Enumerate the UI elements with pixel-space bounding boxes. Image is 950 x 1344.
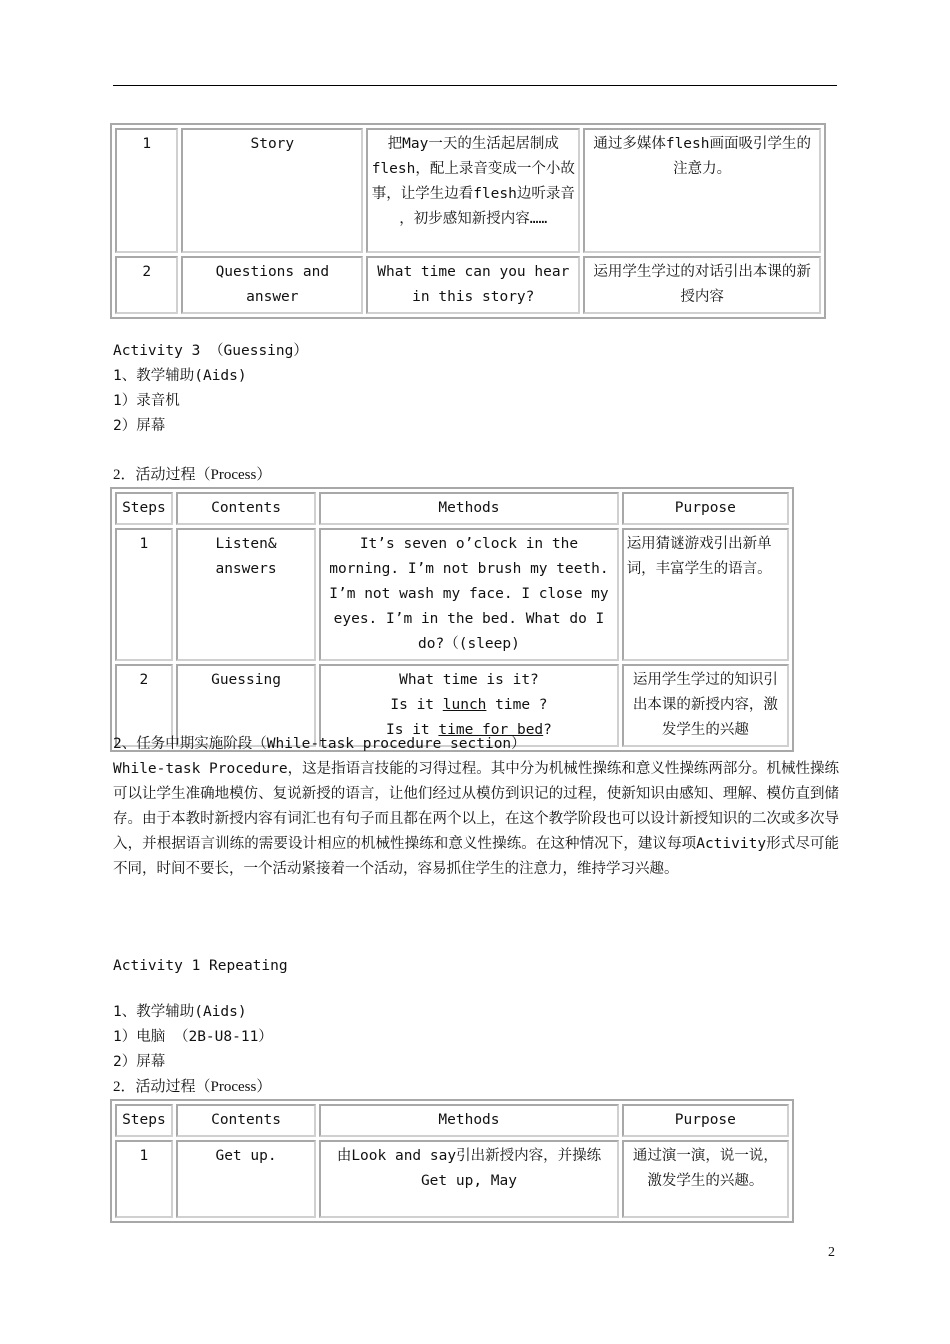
content-cell: Listen& answers xyxy=(176,528,316,661)
table-header-row xyxy=(115,1104,789,1137)
method-text: Is it xyxy=(390,697,443,713)
column-header: Steps xyxy=(115,492,173,525)
table-row xyxy=(115,1140,789,1218)
activity1-aids-heading: 1、教学辅助(Aids) xyxy=(113,1004,247,1020)
table-activity3-process xyxy=(110,487,794,752)
method-text: Is it xyxy=(386,722,439,738)
method-line xyxy=(324,693,613,718)
activity3-aid-item: 1）录音机 xyxy=(113,393,180,409)
column-header: Methods xyxy=(319,1104,618,1137)
table-row xyxy=(115,256,821,314)
activity3-aid-item: 2）屏幕 xyxy=(113,418,166,434)
table-header-row xyxy=(115,492,789,525)
method-cell: 把May一天的生活起居制成flesh，配上录音变成一个小故事，让学生边看flesh边听录音 ，初步感知新授内容…… xyxy=(366,128,580,253)
purpose-cell: 通过多媒体flesh画面吸引学生的注意力。 xyxy=(583,128,821,253)
purpose-cell: 通过演一演，说一说，激发学生的兴趣。 xyxy=(622,1140,789,1218)
table-row xyxy=(115,128,821,253)
column-header: Methods xyxy=(319,492,618,525)
purpose-cell: 运用学生学过的对话引出本课的新授内容 xyxy=(583,256,821,314)
activity1-aid-item: 2）屏幕 xyxy=(113,1054,166,1070)
table-activity2-process xyxy=(110,123,826,319)
underlined-word: time for bed xyxy=(438,722,544,738)
method-cell: 由Look and say引出新授内容，并操练Get up, May xyxy=(319,1140,618,1218)
method-cell: What time can you hear in this story? xyxy=(366,256,580,314)
activity1-aid-item: 1）电脑 （2B-U8-11） xyxy=(113,1029,273,1045)
content-cell: Story xyxy=(181,128,363,253)
step-cell: 2 xyxy=(115,664,173,747)
content-cell: Questions and answer xyxy=(181,256,363,314)
column-header: Steps xyxy=(115,1104,173,1137)
method-text: time ? xyxy=(486,697,548,713)
table-row xyxy=(115,528,789,661)
column-header: Purpose xyxy=(622,492,789,525)
step-cell: 1 xyxy=(115,128,178,253)
column-header: Contents xyxy=(176,492,316,525)
column-header: Contents xyxy=(176,1104,316,1137)
method-line: What time is it? xyxy=(399,672,539,688)
step-cell: 1 xyxy=(115,1140,173,1218)
method-text: ? xyxy=(543,722,552,738)
section-paragraph: While-task Procedure，这是指语言技能的习得过程。其中分为机械性操练和意义性操练两部分。机械性操练可以让学生准确地模仿、复说新授的语言，让他们经过从模仿到识记的过程，使新知识由感知、理解、模仿直到储存。由于本教时新授内容有词汇也有句子而且都在两个以上，在这个教学阶段也可以设计新授知识的二次或多次导入，并根据语言训练的需要设计相应的机械性操练和意义性操练。在这种情况下，建议每项Activity形式尽可能不同，时间不要长，一个活动紧接着一个活动，容易抓住学生的注意力，维持学习兴趣。 xyxy=(113,761,839,877)
activity3-aids-heading: 1、教学辅助(Aids) xyxy=(113,368,247,384)
step-cell: 2 xyxy=(115,256,178,314)
step-cell: 1 xyxy=(115,528,173,661)
purpose-cell: 运用猜谜游戏引出新单词，丰富学生的语言。 xyxy=(622,528,789,661)
activity3-process-heading: 2．活动过程（Process） xyxy=(113,467,272,483)
activity1-process-heading: 2．活动过程（Process） xyxy=(113,1079,272,1095)
page-number: 2 xyxy=(828,1245,835,1260)
underlined-word: lunch xyxy=(442,697,487,713)
method-cell: It’s seven o’clock in the morning. I’m not brush my teeth. I’m not wash my face. I close my eyes. I’m in the bed. What do I do?（(sleep) xyxy=(319,528,618,661)
purpose-cell: 运用学生学过的知识引出本课的新授内容，激发学生的兴趣 xyxy=(622,664,789,747)
content-cell: Guessing xyxy=(176,664,316,747)
activity3-title: Activity 3 （Guessing） xyxy=(113,343,308,359)
content-cell: Get up. xyxy=(176,1140,316,1218)
column-header: Purpose xyxy=(622,1104,789,1137)
activity1-title: Activity 1 Repeating xyxy=(113,958,288,974)
table-activity1-process xyxy=(110,1099,794,1223)
section-heading: 2、任务中期实施阶段（While-task procedure section） xyxy=(113,736,526,752)
header-rule xyxy=(113,85,837,86)
